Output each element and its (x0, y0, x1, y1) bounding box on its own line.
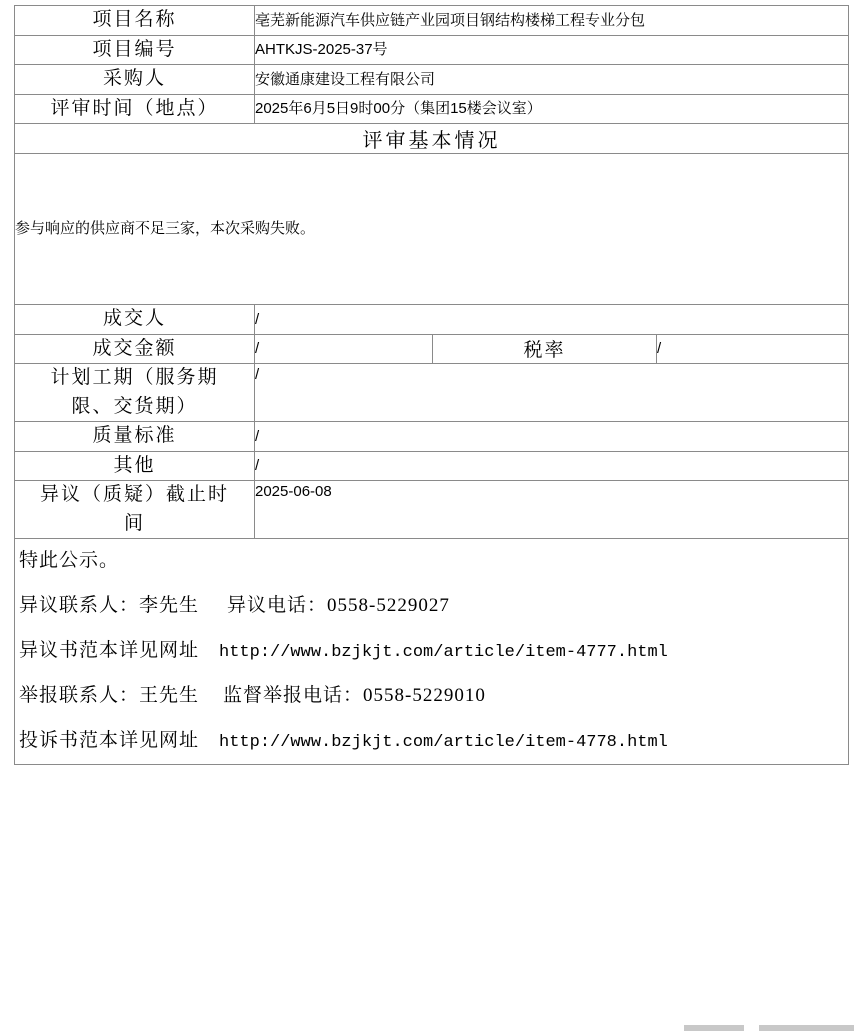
notice-line-announcement: 特此公示。 (19, 550, 120, 571)
page-footer-marks (624, 1023, 864, 1031)
row-label-review-time: 评审时间（地点） (15, 94, 255, 124)
table-row (15, 305, 849, 335)
table-row (15, 422, 849, 452)
row-label-quality-standard: 质量标准 (15, 422, 255, 452)
row-value-winner: / (255, 305, 849, 335)
section-title-review-summary: 评审基本情况 (15, 124, 849, 154)
row-label-amount: 成交金额 (15, 334, 255, 364)
complaint-doc-label: 投诉书范本详见网址 (19, 729, 200, 751)
row-label-tax-rate: 税率 (433, 334, 657, 364)
table-row (15, 6, 849, 36)
table-row (15, 94, 849, 124)
objection-contact-label: 异议联系人：李先生 (19, 594, 200, 616)
row-value-project-number: AHTKJS-2025-37号 (255, 35, 849, 65)
row-value-other: / (255, 451, 849, 481)
report-contact-label: 举报联系人：王先生 (19, 684, 200, 706)
row-value-purchaser: 安徽通康建设工程有限公司 (255, 65, 849, 95)
notice-line-report-contact (15, 674, 848, 719)
table-row (15, 451, 849, 481)
table-row (15, 481, 849, 539)
objection-doc-label: 异议书范本详见网址 (19, 639, 200, 661)
notice-line-objection-contact (15, 584, 848, 629)
announcement-table (14, 5, 849, 765)
row-value-duration: / (255, 364, 849, 422)
row-label-objection-deadline-line1: 异议（质疑）截止时 (39, 484, 229, 505)
table-row (15, 364, 849, 422)
row-value-review-time: 2025年6月5日9时00分（集团15楼会议室） (255, 94, 849, 124)
row-label-purchaser: 采购人 (15, 65, 255, 95)
report-phone-label: 监督举报电话：0558-5229010 (223, 684, 486, 706)
row-label-other: 其他 (15, 451, 255, 481)
row-value-objection-deadline: 2025-06-08 (255, 481, 849, 539)
table-row-section-title (15, 124, 849, 154)
table-row-section-body (15, 154, 849, 305)
section-body-review-summary: 参与响应的供应商不足三家，本次采购失败。 (15, 154, 849, 305)
row-label-winner: 成交人 (15, 305, 255, 335)
row-label-objection-deadline (15, 481, 255, 539)
table-row (15, 65, 849, 95)
objection-phone-label: 异议电话：0558-5229027 (227, 594, 450, 616)
row-value-project-name: 亳芜新能源汽车供应链产业园项目钢结构楼梯工程专业分包 (255, 6, 849, 36)
document-page (0, 5, 864, 1031)
table-row-notice (15, 539, 849, 765)
row-label-duration-line2: 限、交货期） (71, 395, 198, 417)
row-label-project-name: 项目名称 (15, 6, 255, 36)
row-label-duration-line1: 计划工期（服务期 (50, 367, 219, 388)
row-value-quality-standard: / (255, 422, 849, 452)
row-label-objection-deadline-line2: 间 (123, 512, 145, 534)
objection-doc-url[interactable]: http://www.bzjkjt.com/article/item-4777.html (219, 642, 668, 662)
table-row (15, 334, 849, 364)
row-value-tax-rate: / (657, 334, 849, 364)
table-row (15, 35, 849, 65)
row-label-project-number: 项目编号 (15, 35, 255, 65)
notice-line-objection-doc (15, 629, 848, 674)
complaint-doc-url[interactable]: http://www.bzjkjt.com/article/item-4778.html (219, 732, 668, 752)
row-label-duration (15, 364, 255, 422)
notice-line-complaint-doc (15, 719, 848, 764)
notice-block (15, 539, 849, 765)
row-value-amount: / (255, 334, 433, 364)
